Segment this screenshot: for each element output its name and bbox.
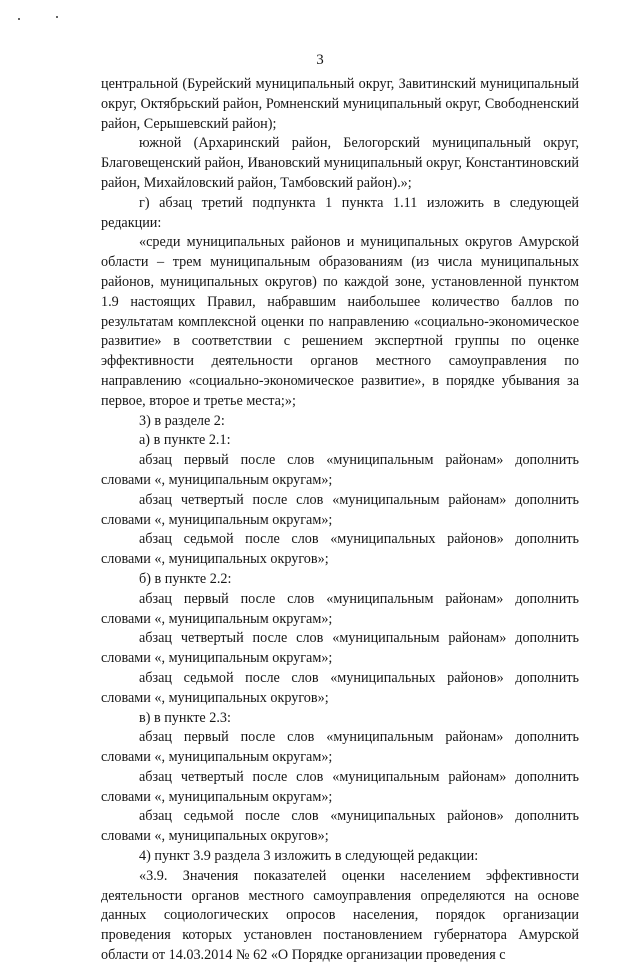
scan-mark [18, 18, 20, 20]
paragraph: абзац первый после слов «муниципальным районам» дополнить словами «, муниципальным округам»; [101, 590, 579, 627]
document-body [101, 75, 579, 966]
paragraph: центральной (Бурейский муниципальный округ, Завитинский муниципальный округ, Октябрьский район, Ромненский муниципальный округ, Свободненский район, Серышевский район); [101, 76, 579, 132]
paragraph: абзац седьмой после слов «муниципальных районов» дополнить словами «, муниципальных округов»; [101, 531, 579, 568]
paragraph: «3.9. Значения показателей оценки населением эффективности деятельности органов местного самоуправления определяются на основе данных социологических опросов населения, порядок организации проведения которых установлен постановлением губернатора Амурской области от 14.03.2014 № 62 «О Порядке организации проведения с [101, 867, 579, 964]
scan-mark [56, 16, 58, 18]
paragraph: абзац четвертый после слов «муниципальным районам» дополнить словами «, муниципальным округам»; [101, 630, 579, 667]
paragraph: а) в пункте 2.1: [139, 432, 231, 449]
paragraph: абзац первый после слов «муниципальным районам» дополнить словами «, муниципальным округам»; [101, 452, 579, 488]
page-number: 3 [316, 52, 324, 68]
paragraph: 3) в разделе 2: [139, 412, 225, 429]
paragraph: южной (Архаринский район, Белогорский муниципальный округ, Благовещенский район, Ивановский муниципальный округ, Константиновский район, Михайловский район, Тамбовский район).»; [101, 135, 579, 191]
paragraph: абзац седьмой после слов «муниципальных районов» дополнить словами «, муниципальных округов»; [101, 669, 579, 706]
paragraph: абзац первый после слов «муниципальным районам» дополнить словами «, муниципальным округам»; [101, 729, 579, 766]
paragraph: 4) пункт 3.9 раздела 3 изложить в следующей редакции: [139, 848, 479, 865]
paragraph: «среди муниципальных районов и муниципальных округов Амурской области – трем муниципальным образованиям (из числа муниципальных районов, муниципальных округов) по каждой зоне, установленной пунктом 1.9 настоящих Правил, набравшим наибольшее количество баллов по результатам комплексной оценки по направлению «социально-экономическое развитие» в соответствии с решением экспертной группы по оценке эффективности деятельности органов местного самоуправления по направлению «социально-экономическое развитие», в порядке убывания за первое, второе и третье места;»; [101, 234, 579, 409]
paragraph: б) в пункте 2.2: [139, 570, 232, 587]
paragraph: абзац четвертый после слов «муниципальным районам» дополнить словами «, муниципальным округам»; [101, 491, 579, 528]
paragraph: абзац четвертый после слов «муниципальным районам» дополнить словами «, муниципальным округам»; [101, 768, 579, 805]
paragraph: г) абзац третий подпункта 1 пункта 1.11 изложить в следующей редакции: [101, 194, 579, 231]
paragraph: абзац седьмой после слов «муниципальных районов» дополнить словами «, муниципальных округов»; [101, 808, 579, 845]
paragraph: в) в пункте 2.3: [139, 709, 231, 726]
